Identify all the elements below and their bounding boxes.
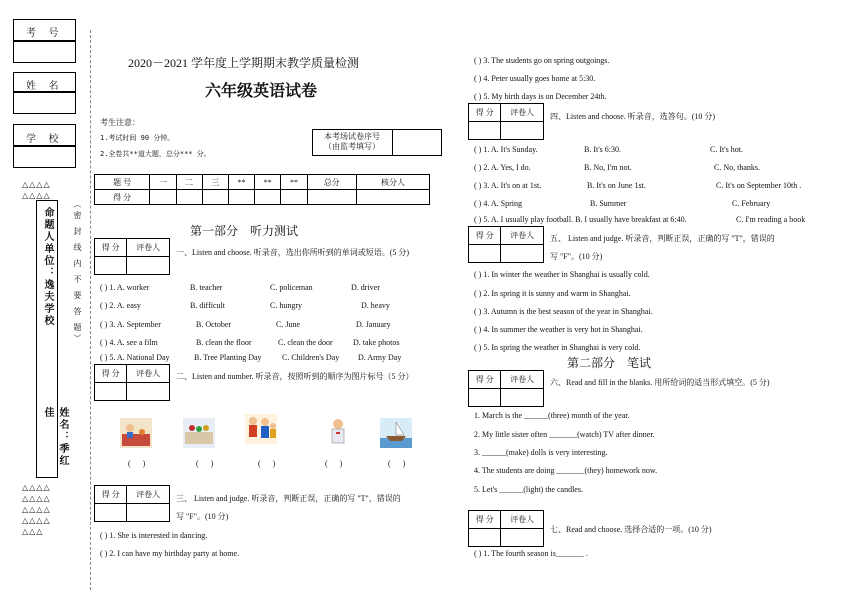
section6-score-box: [468, 370, 544, 407]
sec6-item: 2. My little sister often _______(watch) TV after dinner.: [474, 430, 655, 439]
grader-label: 评卷人: [501, 227, 544, 245]
score-label: 得 分: [469, 511, 501, 529]
picture-answer-paren[interactable]: ( ): [196, 459, 214, 468]
grader-label: 评卷人: [127, 365, 170, 383]
triangle-row: △△△: [22, 527, 44, 536]
score-table-row-label: 得 分: [95, 190, 150, 205]
score-cell[interactable]: [95, 504, 127, 522]
score-cell[interactable]: [202, 190, 228, 205]
picture-answer-paren[interactable]: ( ): [388, 459, 406, 468]
picnic-image: [120, 418, 152, 448]
grader-label: 评卷人: [127, 239, 170, 257]
sec5-item: ( ) 5. In spring the weather in Shanghai is very cold.: [474, 343, 641, 352]
grader-label: 评卷人: [127, 486, 170, 504]
grader-cell[interactable]: [501, 529, 544, 547]
sec3-item: ( ) 1. She is interested in dancing.: [100, 531, 208, 540]
score-cell[interactable]: [150, 190, 176, 205]
section5-score-box: [468, 226, 544, 263]
score-cell[interactable]: [469, 245, 501, 263]
sec4-item-4: ( ) 4. A. Spring B. Summer C. February: [474, 199, 771, 208]
grader-label: 评卷人: [501, 104, 544, 122]
grader-cell[interactable]: [501, 122, 544, 140]
name-label: 姓 名: [26, 81, 59, 92]
name-label-box: [13, 72, 76, 92]
sec4-item-3: ( ) 3. A. It's on at 1st. B. It's on June 1st. C. It's on September 10th .: [474, 181, 802, 190]
grader-label: 评卷人: [501, 371, 544, 389]
seat-number-field[interactable]: [392, 129, 443, 156]
sec5-item: ( ) 2. In spring it is sunny and warm in Shanghai.: [474, 289, 631, 298]
section4-title: 四、Listen and choose. 听录音，选答句。(10 分): [550, 112, 716, 121]
sec1-item-1: ( ) 1. A. worker B. teacher C. policeman D. driver: [100, 283, 380, 292]
grader-cell[interactable]: [127, 504, 170, 522]
section5-title: 五、 Listen and judge. 听录音，判断正误，正确的写 "T"，错误的: [550, 234, 775, 243]
score-label: 得 分: [469, 104, 501, 122]
section2-score-box: [94, 364, 170, 401]
section3-title-cont: 写 "F"。(10 分): [176, 512, 229, 521]
notice-line: 2.全卷共**道大题，总分*** 分。: [100, 150, 211, 158]
score-table-header: **: [228, 175, 254, 190]
score-label: 得 分: [469, 371, 501, 389]
sec7-item: ( ) 1. The fourth season is_______ .: [474, 549, 588, 558]
section3-title: 三、 Listen and judge. 听录音，判断正误，正确的写 "T"，错误的: [176, 494, 401, 503]
sec1-item-2: ( ) 2. A. easy B. difficult C. hungry D. heavy: [100, 301, 390, 310]
school-label-box: [13, 124, 76, 146]
score-label: 得 分: [469, 227, 501, 245]
section7-score-box: [468, 510, 544, 547]
score-cell[interactable]: [176, 190, 202, 205]
score-table: [94, 174, 430, 205]
sec4-item-2: ( ) 2. A. Yes, I do. B. No, I'm not. C. No, thanks.: [474, 163, 760, 172]
part1-title: 第一部分 听力测试: [190, 224, 299, 238]
score-cell[interactable]: [281, 190, 307, 205]
section1-score-box: [94, 238, 170, 275]
boat-image: [380, 418, 412, 448]
picture-answer-paren[interactable]: ( ): [325, 459, 343, 468]
grader-label: 评卷人: [501, 511, 544, 529]
score-cell[interactable]: [469, 122, 501, 140]
section7-title: 七、Read and choose. 选择合适的一项。(10 分): [550, 525, 712, 534]
picture-answer-paren[interactable]: ( ): [258, 459, 276, 468]
score-table-header: **: [281, 175, 307, 190]
sec3-item: ( ) 5. My birth days is on December 24th.: [474, 92, 607, 101]
section4-score-box: [468, 103, 544, 140]
school-label: 学 校: [26, 134, 59, 145]
part2-title: 第二部分 笔试: [567, 356, 652, 370]
sec1-item-4: ( ) 4. A. see a film B. clean the floor C. clean the door D. take photos: [100, 338, 400, 347]
seal-dashed-line: [90, 30, 91, 590]
sec6-item: 3. ______(make) dolls is very interesting.: [474, 448, 608, 457]
score-table-header: 一: [150, 175, 176, 190]
section5-title-cont: 写 "F"。(10 分): [550, 252, 603, 261]
name-field[interactable]: [13, 92, 76, 114]
score-table-header: 核分人: [357, 175, 430, 190]
score-cell[interactable]: [255, 190, 281, 205]
sec5-item: ( ) 3. Autumn is the best season of the year in Shanghai.: [474, 307, 653, 316]
sec1-item-3: ( ) 3. A. September B. October C. June D. January: [100, 320, 391, 329]
sec3-item: ( ) 3. The students go on spring outgoings.: [474, 56, 610, 65]
sec5-item: ( ) 1. In winter the weather in Shanghai is usually cold.: [474, 270, 650, 279]
notice-line: 1.考试时间 90 分钟。: [100, 134, 175, 142]
score-cell[interactable]: [228, 190, 254, 205]
sec3-item: ( ) 2. I can have my birthday party at home.: [100, 549, 240, 558]
section1-title: 一、Listen and choose. 听录音，选出你所听到的单词或短语。(5 分): [176, 248, 410, 257]
doctor-image: [322, 417, 354, 447]
triangle-row: △△△△: [22, 191, 51, 200]
sec4-item-1: ( ) 1. A. It's Sunday. B. It's 6:30. C. It's hot.: [474, 145, 743, 154]
score-cell[interactable]: [357, 190, 430, 205]
sec1-item-5: ( ) 5. A. National Day B. Tree Planting Day C. Children's Day D. Army Day: [100, 353, 402, 362]
seat-number-label: 本考场试卷序号（由监考填写）: [324, 132, 380, 151]
score-cell[interactable]: [95, 257, 127, 275]
score-cell[interactable]: [469, 389, 501, 407]
sec6-item: 4. The students are doing _______(they) homework now.: [474, 466, 658, 475]
score-cell[interactable]: [95, 383, 127, 401]
sec3-item: ( ) 4. Peter usually goes home at 5:30.: [474, 74, 596, 83]
sec6-item: 5. Let's ______(light) the candles.: [474, 485, 583, 494]
seal-line-text: （密 封 线 内 不 要 答 题）: [73, 200, 82, 345]
grader-cell[interactable]: [501, 245, 544, 263]
triangle-row: △△△△: [22, 505, 51, 514]
triangle-row: △△△△: [22, 483, 51, 492]
author-unit: 命题人单位：逸夫学校: [42, 207, 53, 327]
section3-score-box: [94, 485, 170, 522]
seat-number-box: [312, 129, 442, 156]
author-name: 姓名：季红佳: [42, 407, 68, 467]
triangle-row: △△△△: [22, 494, 51, 503]
year-title: 2020－2021 学年度上学期期末教学质量检测: [128, 56, 360, 70]
score-cell[interactable]: [469, 529, 501, 547]
sec6-item: 1. March is the ______(three) month of the year.: [474, 411, 630, 420]
grader-cell[interactable]: [127, 383, 170, 401]
grader-cell[interactable]: [501, 389, 544, 407]
score-table-header: 总分: [307, 175, 357, 190]
sec4-item-5: ( ) 5. A. I usually play football. B. I usually have breakfast at 6:40. C. I'm reading a book: [474, 215, 806, 224]
notice-title: 考生注意：: [100, 118, 140, 127]
exam-number-label: 考 号: [26, 28, 59, 39]
triangle-row: △△△△: [22, 516, 51, 525]
sec5-item: ( ) 4. In summer the weather is very hot in Shanghai.: [474, 325, 643, 334]
score-label: 得 分: [95, 365, 127, 383]
family-image: [245, 414, 277, 444]
score-table-header: 题 号: [95, 175, 150, 190]
exam-title: 六年级英语试卷: [205, 83, 318, 100]
exam-number-label-box: [13, 19, 76, 41]
score-label: 得 分: [95, 239, 127, 257]
kitchen-image: [183, 418, 215, 448]
exam-number-field[interactable]: [13, 41, 76, 63]
grader-cell[interactable]: [127, 257, 170, 275]
score-cell[interactable]: [307, 190, 357, 205]
score-label: 得 分: [95, 486, 127, 504]
score-table-header: **: [255, 175, 281, 190]
picture-answer-paren[interactable]: ( ): [128, 459, 146, 468]
section6-title: 六、Read and fill in the blanks. 用所给词的适当形式填空。(5 分): [550, 378, 770, 387]
score-table-header: 二: [176, 175, 202, 190]
section2-title: 二、Listen and number. 听录音，按照听到的顺序为图片标号（5 分）: [176, 372, 414, 381]
score-table-header: 三: [202, 175, 228, 190]
triangle-row: △△△△: [22, 180, 51, 189]
author-box: [36, 200, 68, 478]
school-field[interactable]: [13, 146, 76, 168]
